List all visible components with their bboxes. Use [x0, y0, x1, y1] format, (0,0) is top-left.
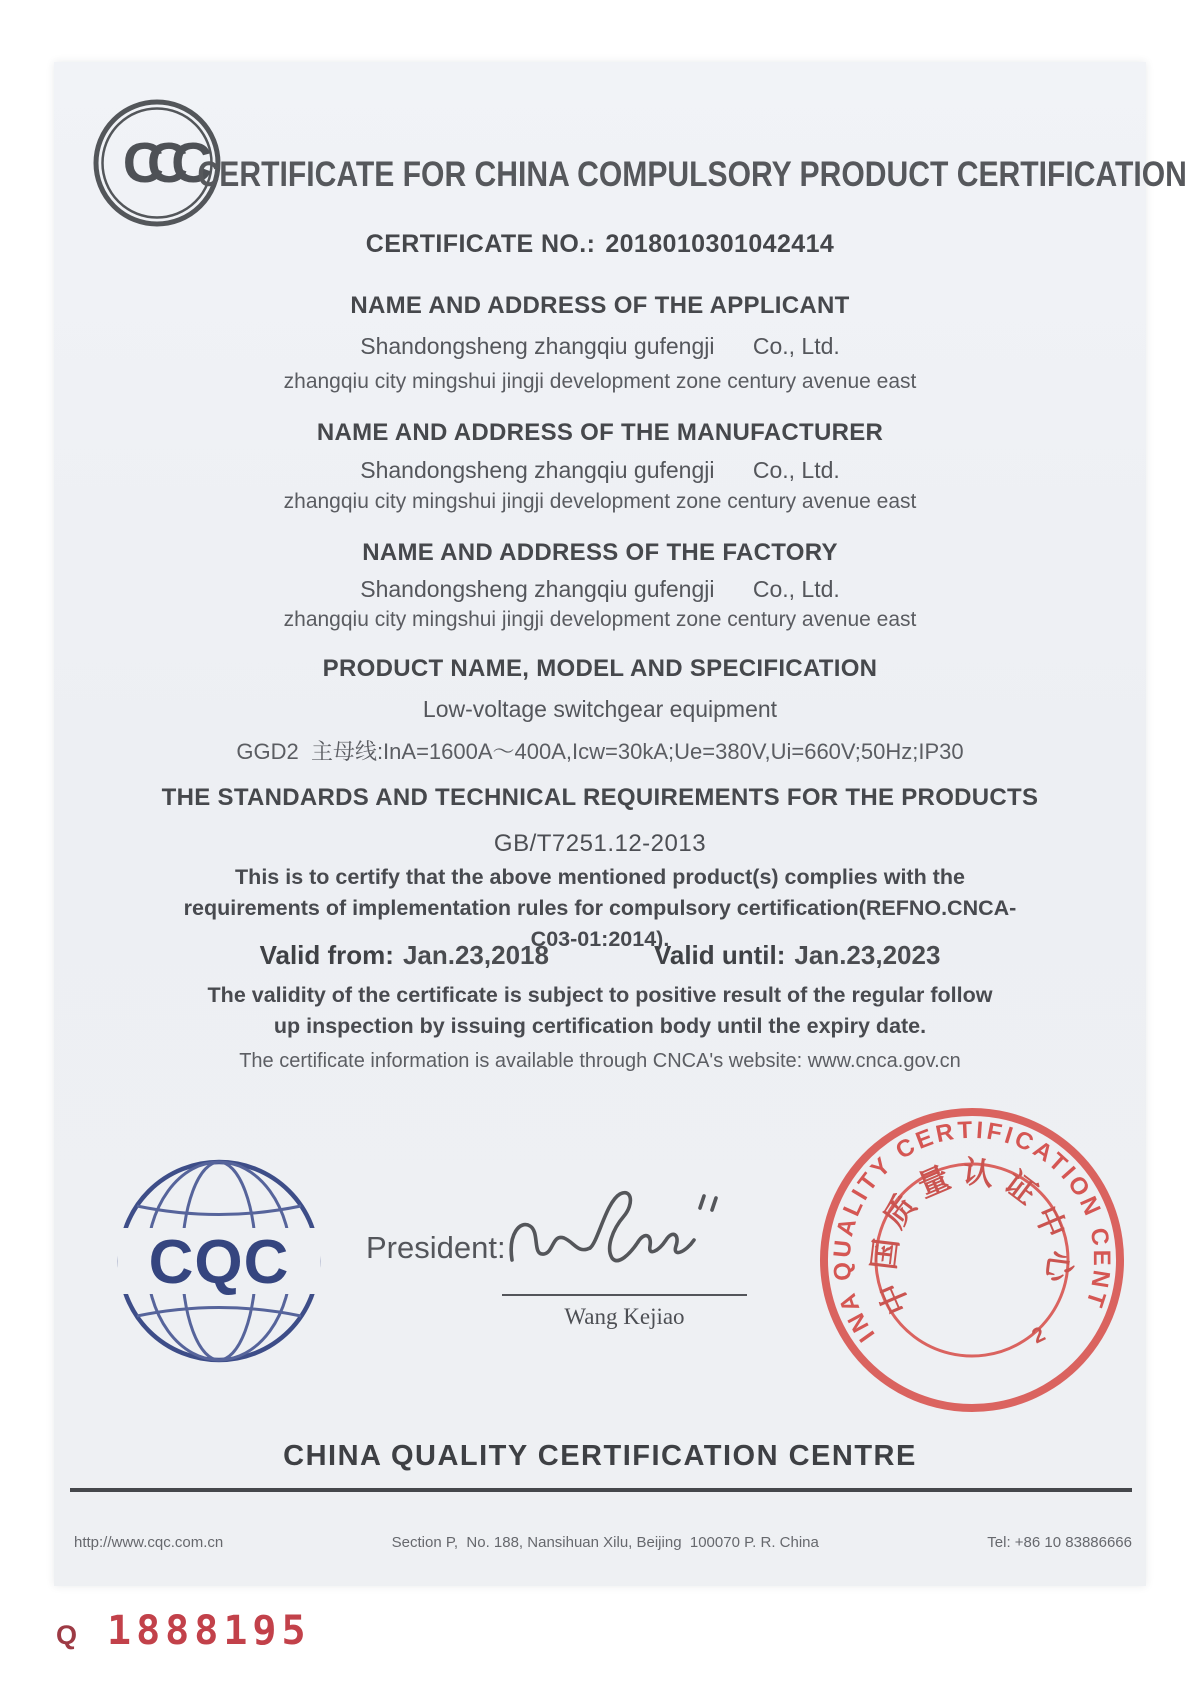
manufacturer-heading: NAME AND ADDRESS OF THE MANUFACTURER [316, 419, 884, 446]
serial-digits: 1888195 [107, 1608, 311, 1654]
serial-prefix: Q [56, 1620, 78, 1650]
standards-value: GB/T7251.12-2013 [493, 830, 707, 857]
footer [74, 1534, 1132, 1551]
manufacturer-address: zhangqiu city mingshui jingji development zone century avenue east [283, 490, 917, 513]
applicant-address: zhangqiu city mingshui jingji development zone century avenue east [283, 370, 917, 393]
product-heading: PRODUCT NAME, MODEL AND SPECIFICATION [322, 655, 878, 682]
footer-telephone: Tel: +86 10 83886666 [987, 1534, 1132, 1551]
cqc-logo-icon [112, 1154, 326, 1368]
svg-text:CCC: CCC [122, 131, 196, 195]
certify-statement: This is to certify that the above mentioned product(s) complies with the requirements of implementation rules for compulsory certification(REFNO.CNCA-C03-01:2014). [183, 865, 1017, 952]
svg-text:2: 2 [1028, 1322, 1049, 1349]
certificate-paper [54, 62, 1188, 1586]
svg-text:中国质量认证中心: 中国质量认证中心 [866, 1153, 1078, 1320]
factory-address: zhangqiu city mingshui jingji development zone century avenue east [283, 608, 917, 631]
certificate-number-line [54, 230, 1146, 259]
valid-until-value: Jan.23,2023 [794, 940, 941, 970]
organization-heading: CHINA QUALITY CERTIFICATION CENTRE [283, 1440, 917, 1472]
factory-heading: NAME AND ADDRESS OF THE FACTORY [362, 539, 838, 566]
president-label: President: [366, 1230, 506, 1265]
validity-row [54, 940, 1146, 971]
valid-from [260, 940, 549, 971]
president-signature [494, 1182, 774, 1302]
valid-until-label: Valid until: [653, 940, 786, 970]
page-title: CERTIFICATE FOR CHINA COMPULSORY PRODUCT CERTIFICATION [197, 155, 1188, 194]
cnca-note: The certificate information is available through CNCA's website: www.cnca.gov.cn [239, 1050, 961, 1072]
footer-website: http://www.cqc.com.cn [74, 1534, 224, 1551]
svg-text:CHINA QUALITY CERTIFICATION CE: CHINA QUALITY CERTIFICATION CENTRE [828, 1116, 1116, 1347]
certificate-number-label: CERTIFICATE NO.: [365, 230, 596, 258]
certificate-header [197, 140, 1188, 210]
standards-heading: THE STANDARDS AND TECHNICAL REQUIREMENTS FOR THE PRODUCTS [161, 784, 1039, 811]
certificate-number-value: 2018010301042414 [605, 230, 835, 258]
footer-address: Section P, No. 188, Nansihuan Xilu, Beijing 100070 P. R. China [391, 1534, 819, 1551]
validity-note: The validity of the certificate is subject to positive result of the regular follow up inspection by issuing certification body until the expiry date. [207, 983, 993, 1039]
serial-number [56, 1608, 311, 1654]
cqc-red-stamp [796, 1084, 1148, 1436]
valid-from-value: Jan.23,2018 [402, 940, 549, 970]
svg-text:CQC: CQC [148, 1228, 290, 1297]
manufacturer-company: Shandongsheng zhangqiu gufengji Co., Ltd. [360, 457, 840, 483]
applicant-heading: NAME AND ADDRESS OF THE APPLICANT [350, 292, 850, 319]
president-name: Wang Kejiao [564, 1304, 685, 1329]
product-spec: GGD2 主母线:InA=1600A～400A,Icw=30kA;Ue=380V,Ui=660V;50Hz;IP30 [236, 739, 964, 764]
valid-until [654, 940, 940, 971]
product-name: Low-voltage switchgear equipment [422, 696, 778, 722]
factory-company: Shandongsheng zhangqiu gufengji Co., Ltd. [360, 576, 840, 602]
valid-from-label: Valid from: [259, 940, 394, 970]
signature-line [502, 1294, 747, 1296]
applicant-company: Shandongsheng zhangqiu gufengji Co., Ltd. [360, 333, 840, 359]
footer-divider [70, 1488, 1132, 1492]
